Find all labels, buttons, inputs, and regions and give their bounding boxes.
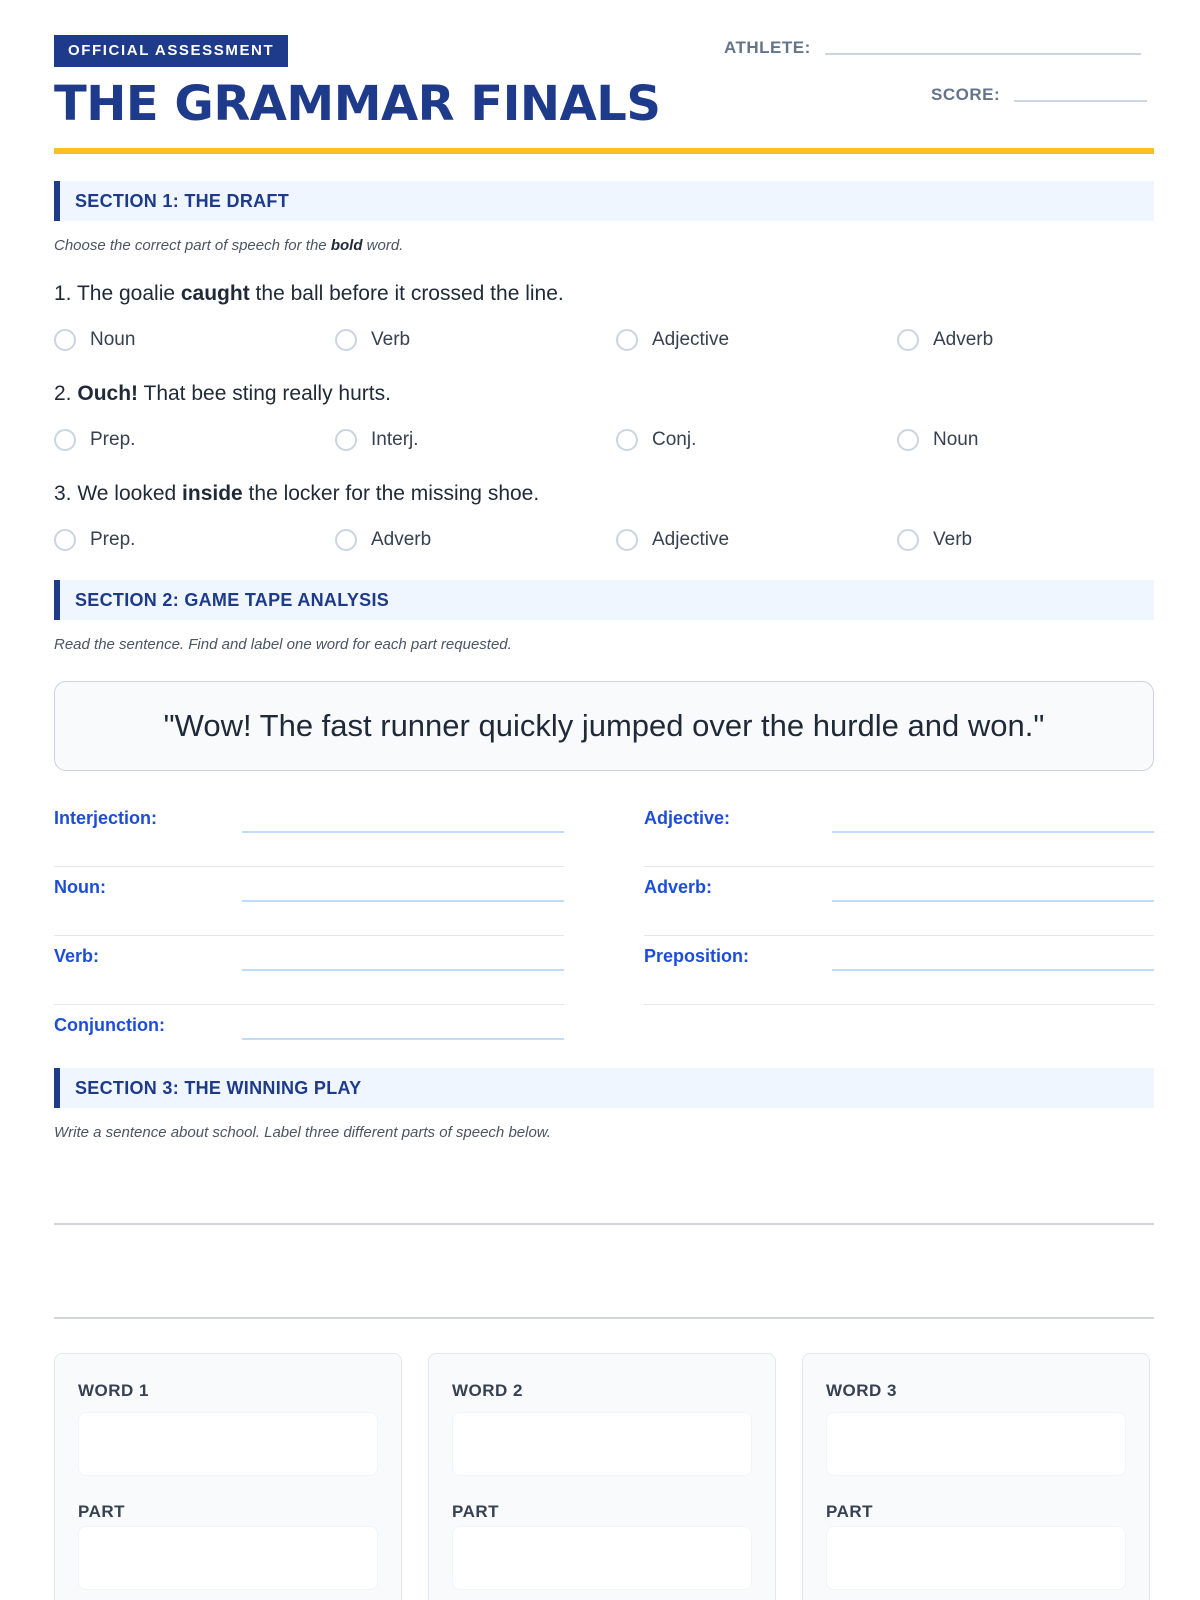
instruction-text-end: word. (362, 237, 404, 254)
assessment-badge: OFFICIAL ASSESSMENT (54, 35, 288, 67)
option-label: Prep. (90, 529, 136, 550)
radio-button[interactable] (616, 529, 638, 551)
option-q3-c[interactable] (616, 526, 729, 554)
score-label: SCORE: (931, 85, 1001, 104)
option-q3-a[interactable] (54, 526, 135, 554)
section-1-instruction (54, 237, 403, 254)
adjective-answer-line[interactable] (832, 831, 1154, 833)
question-text: 3. We looked (54, 482, 183, 505)
athlete-field (724, 38, 1141, 58)
verb-answer-line[interactable] (242, 969, 564, 971)
adjective-label: Adjective: (644, 808, 731, 828)
noun-label: Noun: (54, 877, 106, 897)
word-1-label: WORD 1 (78, 1381, 149, 1400)
radio-button[interactable] (897, 529, 919, 551)
section-3-title: SECTION 3: THE WINNING PLAY (75, 1078, 362, 1098)
word-card-3 (802, 1353, 1150, 1600)
radio-button[interactable] (616, 429, 638, 451)
word-2-label: WORD 2 (452, 1381, 523, 1400)
question-2 (54, 382, 391, 406)
word-card-1 (54, 1353, 402, 1600)
writing-line-2[interactable] (54, 1317, 1154, 1319)
question-text-end: the ball before it crossed the line. (249, 282, 564, 305)
label-row-noun (54, 867, 564, 936)
option-label: Conj. (652, 429, 697, 450)
interjection-label: Interjection: (54, 808, 158, 828)
option-label: Noun (933, 429, 979, 450)
instruction-text: Choose the correct part of speech for the (54, 237, 331, 254)
part-2-label: PART (452, 1502, 500, 1521)
radio-button[interactable] (335, 429, 357, 451)
section-3-instruction: Write a sentence about school. Label three different parts of speech below. (54, 1124, 551, 1141)
section-3-header (54, 1068, 1154, 1108)
question-bold-word: Ouch! (77, 382, 139, 405)
label-row-preposition (644, 936, 1154, 1005)
option-q1-a[interactable] (54, 326, 135, 354)
radio-button[interactable] (54, 529, 76, 551)
conjunction-answer-line[interactable] (242, 1038, 564, 1040)
radio-button[interactable] (54, 429, 76, 451)
conjunction-label: Conjunction: (54, 1015, 165, 1035)
question-text-end: That bee sting really hurts. (138, 382, 391, 405)
section-2-header (54, 580, 1154, 620)
option-label: Adjective (652, 529, 730, 550)
word-3-input[interactable] (826, 1412, 1126, 1476)
page-title: THE GRAMMAR FINALS (54, 76, 661, 132)
word-1-input[interactable] (78, 1412, 378, 1476)
adverb-label: Adverb: (644, 877, 713, 897)
option-q2-d[interactable] (897, 426, 978, 454)
label-row-verb (54, 936, 564, 1005)
label-row-conjunction (54, 1005, 564, 1074)
radio-button[interactable] (897, 329, 919, 351)
score-field (931, 85, 1147, 105)
option-q1-c[interactable] (616, 326, 729, 354)
radio-button[interactable] (897, 429, 919, 451)
interjection-answer-line[interactable] (242, 831, 564, 833)
question-3-options (54, 526, 1154, 554)
option-q3-d[interactable] (897, 526, 972, 554)
radio-button[interactable] (335, 529, 357, 551)
worksheet-page (54, 0, 1154, 1600)
option-q2-c[interactable] (616, 426, 696, 454)
adverb-answer-line[interactable] (832, 900, 1154, 902)
word-3-label: WORD 3 (826, 1381, 897, 1400)
option-label: Adverb (371, 529, 432, 550)
option-label: Adverb (933, 329, 994, 350)
option-q1-d[interactable] (897, 326, 993, 354)
analysis-sentence: "Wow! The fast runner quickly jumped over the hurdle and won." (163, 708, 1045, 743)
label-row-adjective (644, 798, 1154, 867)
option-label: Verb (933, 529, 973, 550)
option-label: Adjective (652, 329, 730, 350)
question-text: 1. The goalie (54, 282, 181, 305)
verb-label: Verb: (54, 946, 100, 966)
preposition-answer-line[interactable] (832, 969, 1154, 971)
label-row-interjection (54, 798, 564, 867)
noun-answer-line[interactable] (242, 900, 564, 902)
section-2-instruction: Read the sentence. Find and label one word for each part requested. (54, 636, 512, 653)
question-3 (54, 482, 539, 506)
radio-button[interactable] (616, 329, 638, 351)
option-q1-b[interactable] (335, 326, 410, 354)
option-label: Prep. (90, 429, 136, 450)
question-bold-word: inside (182, 482, 243, 505)
athlete-input-line[interactable] (825, 53, 1141, 55)
question-text-end: the locker for the missing shoe. (242, 482, 540, 505)
word-card-2 (428, 1353, 776, 1600)
label-row-adverb (644, 867, 1154, 936)
writing-line-1[interactable] (54, 1223, 1154, 1225)
option-label: Verb (371, 329, 411, 350)
part-3-label: PART (826, 1502, 874, 1521)
radio-button[interactable] (335, 329, 357, 351)
section-1-title: SECTION 1: THE DRAFT (75, 191, 290, 211)
question-2-options (54, 426, 1154, 454)
section-2-title: SECTION 2: GAME TAPE ANALYSIS (75, 590, 390, 610)
part-3-input[interactable] (826, 1526, 1126, 1590)
section-1-header (54, 181, 1154, 221)
word-2-input[interactable] (452, 1412, 752, 1476)
question-text: 2. (54, 382, 78, 405)
part-2-input[interactable] (452, 1526, 752, 1590)
question-1-options (54, 326, 1154, 354)
option-label: Noun (90, 329, 136, 350)
header-divider (54, 148, 1154, 154)
radio-button[interactable] (54, 329, 76, 351)
part-1-input[interactable] (78, 1526, 378, 1590)
part-1-label: PART (78, 1502, 126, 1521)
question-1 (54, 282, 564, 306)
preposition-label: Preposition: (644, 946, 750, 966)
option-q2-b[interactable] (335, 426, 419, 454)
question-bold-word: caught (180, 282, 250, 305)
instruction-bold: bold (330, 237, 363, 254)
option-q2-a[interactable] (54, 426, 135, 454)
option-label: Interj. (371, 429, 419, 450)
athlete-label: ATHLETE: (724, 38, 811, 57)
option-q3-b[interactable] (335, 526, 431, 554)
score-input-line[interactable] (1014, 100, 1147, 102)
sentence-box (54, 681, 1154, 771)
